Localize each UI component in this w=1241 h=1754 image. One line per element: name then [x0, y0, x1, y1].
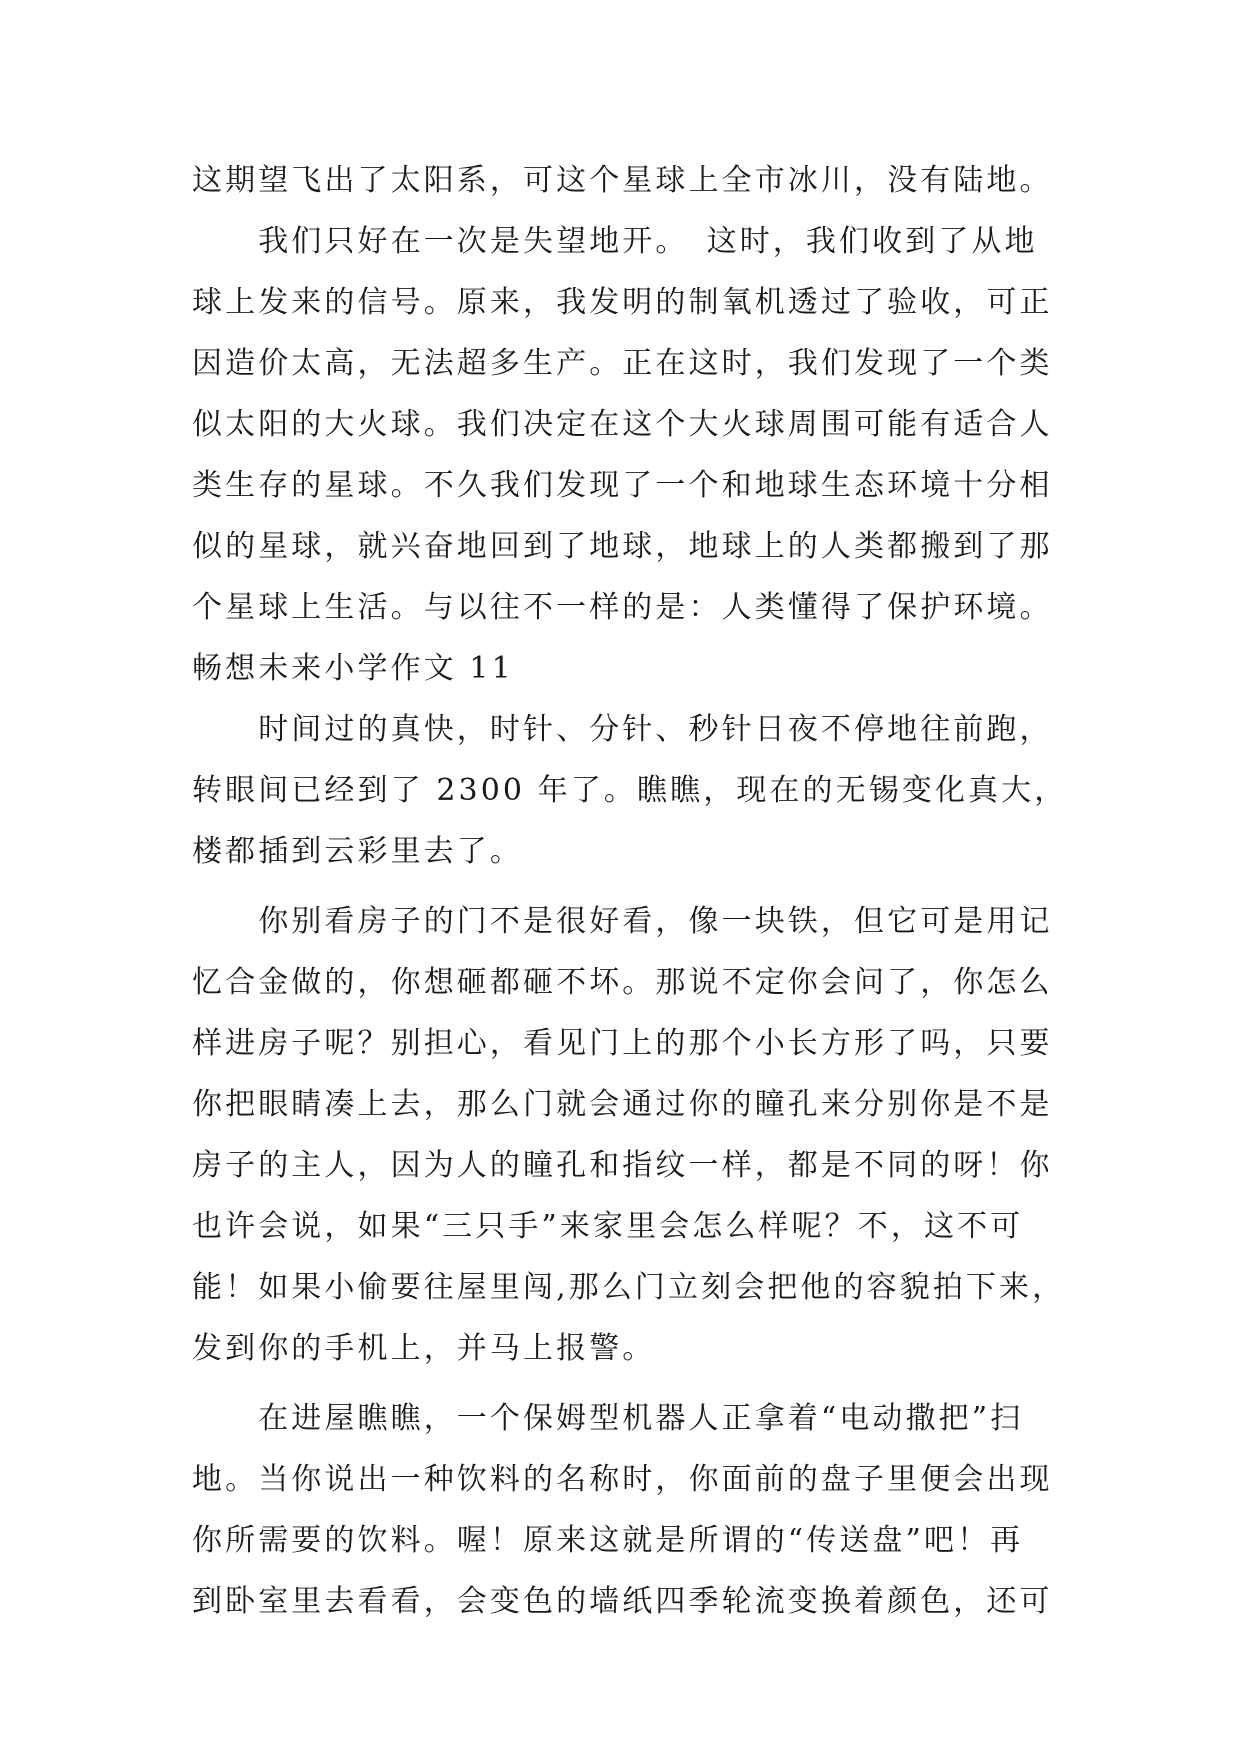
text-line: 这期望飞出了太阳系，可这个星球上全市冰川，没有陆地。	[192, 163, 1053, 198]
text-line: 房子的主人，因为人的瞳孔和指纹一样，都是不同的呀！你	[192, 1148, 1053, 1183]
essay-body	[192, 150, 1072, 1632]
text-line: 到卧室里去看看，会变色的墙纸四季轮流变换着颜色，还可	[192, 1584, 1053, 1619]
text-line: 忆合金做的，你想砸都砸不坏。那说不定你会问了，你怎么	[192, 965, 1053, 1000]
text-line: 畅想未来小学作文 11	[192, 651, 514, 686]
text-line: 在进屋瞧瞧，一个保姆型机器人正拿着“电动撒把”扫	[192, 1401, 1024, 1436]
text-line: 也许会说，如果“三只手”来家里会怎么样呢？不，这不可	[192, 1209, 1024, 1244]
text-line: 似的星球，就兴奋地回到了地球，地球上的人类都搬到了那	[192, 529, 1053, 564]
text-line: 类生存的星球。不久我们发现了一个和地球生态环境十分相	[192, 468, 1053, 503]
text-line: 球上发来的信号。原来，我发明的制氧机透过了验收，可正	[192, 285, 1053, 320]
text-line: 时间过的真快，时针、分针、秒针日夜不停地往前跑，	[192, 712, 1053, 747]
text-line: 你别看房子的门不是很好看，像一块铁，但它可是用记	[192, 904, 1053, 939]
text-line: 转眼间已经到了 2300 年了。瞧瞧，现在的无锡变化真大，	[192, 773, 1068, 808]
text-line: 发到你的手机上，并马上报警。	[192, 1331, 656, 1366]
text-line: 你把眼睛凑上去，那么门就会通过你的瞳孔来分别你是不是	[192, 1087, 1053, 1122]
text-line: 地。当你说出一种饮料的名称时，你面前的盘子里便会出现	[192, 1462, 1053, 1497]
text-line: 你所需要的饮料。喔！原来这就是所谓的“传送盘”吧！再	[192, 1523, 1024, 1558]
text-line: 似太阳的大火球。我们决定在这个大火球周围可能有适合人	[192, 407, 1053, 442]
text-line: 我们只好在一次是失望地开。 这时，我们收到了从地	[192, 224, 1038, 259]
text-line: 能！如果小偷要往屋里闯,那么门立刻会把他的容貌拍下来，	[192, 1270, 1066, 1305]
text-line: 楼都插到云彩里去了。	[192, 834, 523, 869]
text-line: 样进房子呢？别担心，看见门上的那个小长方形了吗，只要	[192, 1026, 1053, 1061]
text-line: 个星球上生活。与以往不一样的是：人类懂得了保护环境。	[192, 590, 1053, 625]
text-line: 因造价太高，无法超多生产。正在这时，我们发现了一个类	[192, 346, 1053, 381]
